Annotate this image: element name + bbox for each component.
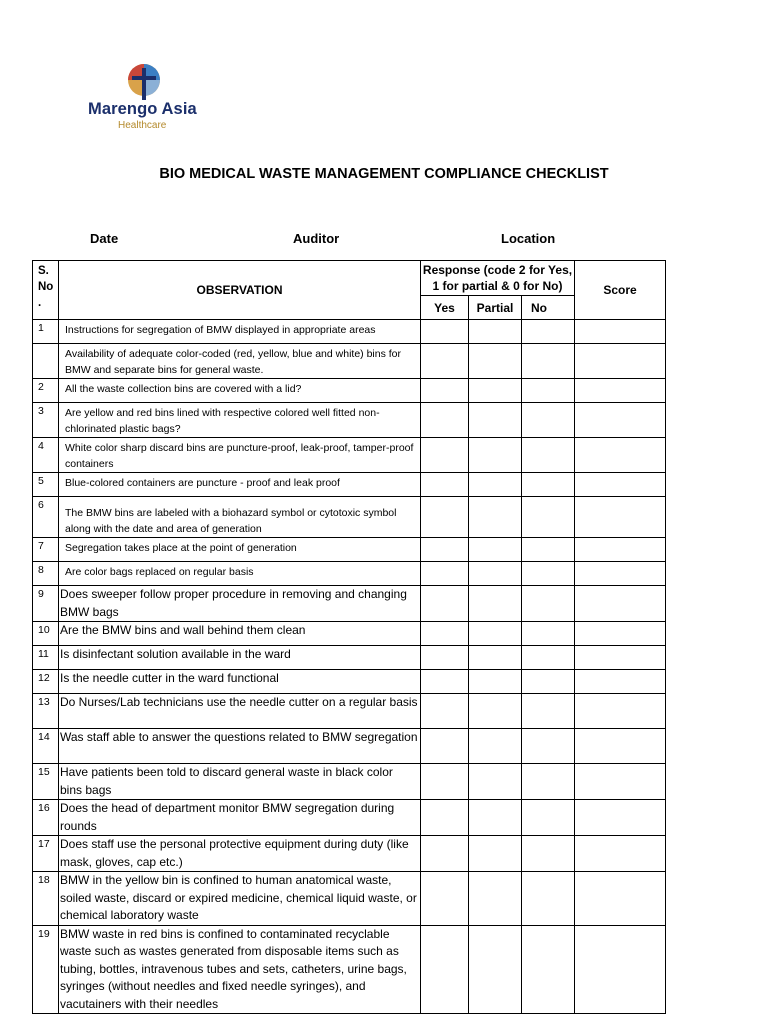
row-number: 16 (33, 800, 59, 836)
score-cell[interactable] (575, 764, 666, 800)
row-number: 10 (33, 622, 59, 646)
observation-text: White color sharp discard bins are puncture-proof, leak-proof, tamper-proof containers (59, 438, 421, 473)
yes-cell[interactable] (421, 320, 469, 344)
score-cell[interactable] (575, 344, 666, 379)
row-number: 12 (33, 670, 59, 694)
partial-header: Partial (469, 296, 522, 320)
row-number: 9 (33, 586, 59, 622)
partial-cell[interactable] (469, 872, 522, 926)
yes-cell[interactable] (421, 729, 469, 764)
partial-cell[interactable] (469, 538, 522, 562)
partial-cell[interactable] (469, 320, 522, 344)
observation-text: All the waste collection bins are covered with a lid? (59, 379, 421, 403)
table-row (33, 473, 666, 497)
no-cell[interactable] (522, 562, 575, 586)
yes-cell[interactable] (421, 344, 469, 379)
partial-cell[interactable] (469, 438, 522, 473)
observation-text: BMW in the yellow bin is confined to human anatomical waste, soiled waste, discard or expired medicine, chemical liquid waste, or chemical laboratory waste (59, 872, 421, 926)
table-row (33, 872, 666, 926)
yes-cell[interactable] (421, 764, 469, 800)
no-cell[interactable] (522, 438, 575, 473)
table-row (33, 438, 666, 473)
no-cell[interactable] (522, 694, 575, 729)
no-cell[interactable] (522, 403, 575, 438)
row-number: 13 (33, 694, 59, 729)
row-number: 15 (33, 764, 59, 800)
score-cell[interactable] (575, 670, 666, 694)
score-cell[interactable] (575, 925, 666, 1014)
table-row (33, 586, 666, 622)
row-number: 6 (33, 497, 59, 538)
yes-cell[interactable] (421, 925, 469, 1014)
yes-cell[interactable] (421, 646, 469, 670)
partial-cell[interactable] (469, 344, 522, 379)
location-label: Location (501, 231, 556, 246)
yes-cell[interactable] (421, 670, 469, 694)
partial-cell[interactable] (469, 925, 522, 1014)
table-row (33, 320, 666, 344)
yes-cell[interactable] (421, 694, 469, 729)
row-number: 7 (33, 538, 59, 562)
score-cell[interactable] (575, 586, 666, 622)
table-row (33, 379, 666, 403)
observation-text: Availability of adequate color-coded (red, yellow, blue and white) bins for BMW and separate bins for general waste. (59, 344, 421, 379)
page-title: BIO MEDICAL WASTE MANAGEMENT COMPLIANCE CHECKLIST (159, 166, 609, 182)
yes-header: Yes (421, 296, 469, 320)
observation-text: Are color bags replaced on regular basis (59, 562, 421, 586)
row-number: 17 (33, 836, 59, 872)
score-cell[interactable] (575, 872, 666, 926)
table-row (33, 497, 666, 538)
partial-cell[interactable] (469, 670, 522, 694)
observation-text: Are the BMW bins and wall behind them clean (59, 622, 421, 646)
yes-cell[interactable] (421, 622, 469, 646)
no-cell[interactable] (522, 646, 575, 670)
auditor-label: Auditor (293, 231, 340, 246)
row-number: 8 (33, 562, 59, 586)
table-row (33, 403, 666, 438)
no-cell[interactable] (522, 344, 575, 379)
yes-cell[interactable] (421, 438, 469, 473)
observation-text: Is the needle cutter in the ward functional (59, 670, 421, 694)
score-cell[interactable] (575, 473, 666, 497)
table-row (33, 670, 666, 694)
score-cell[interactable] (575, 538, 666, 562)
row-number (33, 344, 59, 379)
partial-cell[interactable] (469, 497, 522, 538)
yes-cell[interactable] (421, 403, 469, 438)
observation-text: Blue-colored containers are puncture - proof and leak proof (59, 473, 421, 497)
no-cell[interactable] (522, 320, 575, 344)
observation-text: Do Nurses/Lab technicians use the needle cutter on a regular basis (59, 694, 421, 729)
table-row (33, 646, 666, 670)
yes-cell[interactable] (421, 586, 469, 622)
partial-cell[interactable] (469, 379, 522, 403)
score-cell[interactable] (575, 497, 666, 538)
observation-header: OBSERVATION (59, 261, 421, 320)
score-cell[interactable] (575, 403, 666, 438)
partial-cell[interactable] (469, 694, 522, 729)
no-cell[interactable] (522, 836, 575, 872)
no-cell[interactable] (522, 729, 575, 764)
score-cell[interactable] (575, 694, 666, 729)
no-cell[interactable] (522, 872, 575, 926)
logo-subtitle: Healthcare (118, 120, 167, 131)
observation-text: Segregation takes place at the point of generation (59, 538, 421, 562)
table-row (33, 344, 666, 379)
no-cell[interactable] (522, 622, 575, 646)
yes-cell[interactable] (421, 836, 469, 872)
yes-cell[interactable] (421, 562, 469, 586)
partial-cell[interactable] (469, 586, 522, 622)
score-cell[interactable] (575, 836, 666, 872)
response-header: Response (code 2 for Yes, 1 for partial & 0 for No) (421, 261, 575, 296)
observation-text: BMW waste in red bins is confined to contaminated recyclable waste such as wastes generated from disposable items such as tubing, bottles, intravenous tubes and sets, catheters, urine bags, syringes (without needles and fixed needle syringes), and vacutainers with their needles (59, 925, 421, 1014)
logo-name: Marengo Asia (88, 100, 197, 118)
no-cell[interactable] (522, 670, 575, 694)
marengo-logo-icon (124, 62, 164, 102)
observation-text: Have patients been told to discard general waste in black color bins bags (59, 764, 421, 800)
no-header: No (522, 296, 575, 320)
no-cell[interactable] (522, 764, 575, 800)
partial-cell[interactable] (469, 562, 522, 586)
no-cell[interactable] (522, 538, 575, 562)
score-cell[interactable] (575, 800, 666, 836)
partial-cell[interactable] (469, 729, 522, 764)
row-number: 1 (33, 320, 59, 344)
yes-cell[interactable] (421, 379, 469, 403)
yes-cell[interactable] (421, 473, 469, 497)
observation-text: Does staff use the personal protective equipment during duty (like mask, gloves, cap etc.) (59, 836, 421, 872)
no-cell[interactable] (522, 800, 575, 836)
observation-text: Are yellow and red bins lined with respective colored well fitted non-chlorinated plastic bags? (59, 403, 421, 438)
date-label: Date (90, 231, 119, 246)
row-number: 18 (33, 872, 59, 926)
observation-text: Does the head of department monitor BMW segregation during rounds (59, 800, 421, 836)
score-cell[interactable] (575, 729, 666, 764)
score-cell[interactable] (575, 438, 666, 473)
partial-cell[interactable] (469, 403, 522, 438)
yes-cell[interactable] (421, 497, 469, 538)
observation-text: The BMW bins are labeled with a biohazard symbol or cytotoxic symbol along with the date and area of generation (59, 497, 421, 538)
sno-header: S. No . (33, 261, 59, 320)
score-cell[interactable] (575, 320, 666, 344)
row-number: 2 (33, 379, 59, 403)
yes-cell[interactable] (421, 872, 469, 926)
table-row (33, 562, 666, 586)
checklist-table (32, 260, 666, 1014)
row-number: 4 (33, 438, 59, 473)
table-row (33, 538, 666, 562)
row-number: 5 (33, 473, 59, 497)
partial-cell[interactable] (469, 836, 522, 872)
score-header: Score (575, 261, 666, 320)
score-cell[interactable] (575, 379, 666, 403)
company-logo (88, 62, 208, 134)
table-row (33, 622, 666, 646)
row-number: 14 (33, 729, 59, 764)
partial-cell[interactable] (469, 622, 522, 646)
table-row (33, 800, 666, 836)
observation-text: Was staff able to answer the questions related to BMW segregation (59, 729, 421, 764)
partial-cell[interactable] (469, 800, 522, 836)
no-cell[interactable] (522, 473, 575, 497)
observation-text: Is disinfectant solution available in the ward (59, 646, 421, 670)
yes-cell[interactable] (421, 800, 469, 836)
observation-text: Does sweeper follow proper procedure in removing and changing BMW bags (59, 586, 421, 622)
partial-cell[interactable] (469, 473, 522, 497)
partial-cell[interactable] (469, 764, 522, 800)
score-cell[interactable] (575, 562, 666, 586)
table-row (33, 694, 666, 729)
score-cell[interactable] (575, 622, 666, 646)
yes-cell[interactable] (421, 538, 469, 562)
row-number: 11 (33, 646, 59, 670)
table-row (33, 764, 666, 800)
partial-cell[interactable] (469, 646, 522, 670)
no-cell[interactable] (522, 586, 575, 622)
row-number: 19 (33, 925, 59, 1014)
score-cell[interactable] (575, 646, 666, 670)
table-row (33, 925, 666, 1014)
no-cell[interactable] (522, 925, 575, 1014)
no-cell[interactable] (522, 497, 575, 538)
no-cell[interactable] (522, 379, 575, 403)
table-row (33, 836, 666, 872)
table-row (33, 729, 666, 764)
observation-text: Instructions for segregation of BMW displayed in appropriate areas (59, 320, 421, 344)
row-number: 3 (33, 403, 59, 438)
